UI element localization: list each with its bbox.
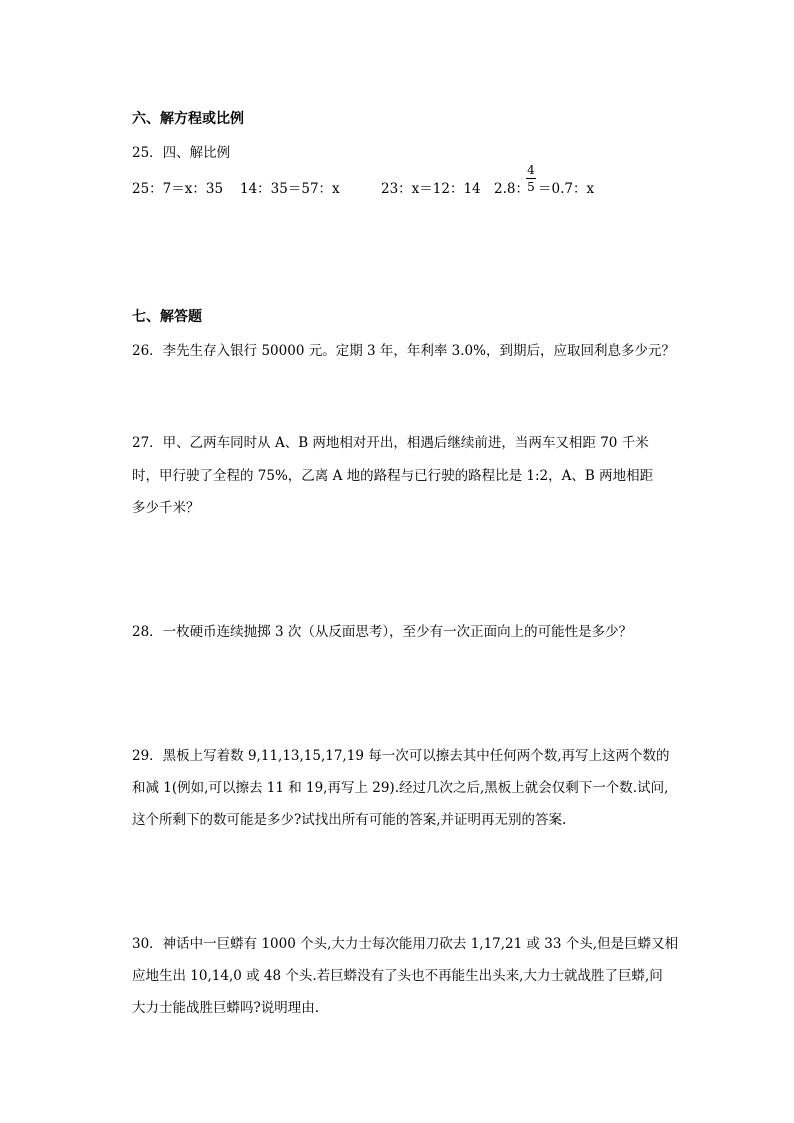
equation-1: 25：7＝x：35 xyxy=(132,181,224,197)
question-29-line-3: 这个所剩下的数可能是多少?试找出所有可能的答案,并证明再无别的答案. xyxy=(132,812,567,828)
question-29-line-1: 29．黑板上写着数 9,11,13,15,17,19 每一次可以擦去其中任何两个数,再写上这两个数的 xyxy=(132,748,670,764)
question-30-line-2: 应地生出 10,14,0 或 48 个头.若巨蟒没有了头也不再能生出头来,大力士就战胜了巨蟒,问 xyxy=(132,968,663,984)
question-30-line-3: 大力士能战胜巨蟒吗?说明理由. xyxy=(132,1000,320,1016)
question-27-line-1: 27．甲、乙两车同时从 A、B 两地相对开出，相遇后继续前进，当两车又相距 70 千米 xyxy=(132,435,649,451)
equation-4-suffix: ＝0.7：x xyxy=(538,181,595,197)
equation-4-prefix: 2.8： xyxy=(494,181,529,197)
section-heading-word-problems: 七、解答题 xyxy=(132,309,202,325)
question-27-line-2: 时，甲行驶了全程的 75%，乙离 A 地的路程与已行驶的路程比是 1:2，A、B 两地相距 xyxy=(132,468,654,484)
fraction-numerator: 4 xyxy=(527,163,535,177)
question-28: 28．一枚硬币连续抛掷 3 次（从反面思考），至少有一次正面向上的可能性是多少？ xyxy=(132,624,633,640)
question-30-line-1: 30．神话中一巨蟒有 1000 个头,大力士每次能用刀砍去 1,17,21 或 33 个头,但是巨蟒又相 xyxy=(132,936,679,952)
section-heading-equations: 六、解方程或比例 xyxy=(132,111,244,127)
equation-3: 23：x＝12：14 xyxy=(381,181,481,197)
question-27-line-3: 多少千米？ xyxy=(132,500,200,516)
question-29-line-2: 和减 1(例如,可以擦去 11 和 19,再写上 29).经过几次之后,黑板上就会仅剩下一个数.试问, xyxy=(132,780,669,796)
question-26: 26．李先生存入银行 50000 元。定期 3 年，年利率 3.0%，到期后，应取回利息多少元？ xyxy=(132,343,675,359)
fraction-denominator: 5 xyxy=(527,180,535,194)
question-25-title: 25．四、解比例 xyxy=(132,145,231,161)
equation-4-fraction xyxy=(526,163,536,194)
fraction-bar xyxy=(526,178,536,179)
equation-2: 14：35＝57：x xyxy=(240,181,340,197)
